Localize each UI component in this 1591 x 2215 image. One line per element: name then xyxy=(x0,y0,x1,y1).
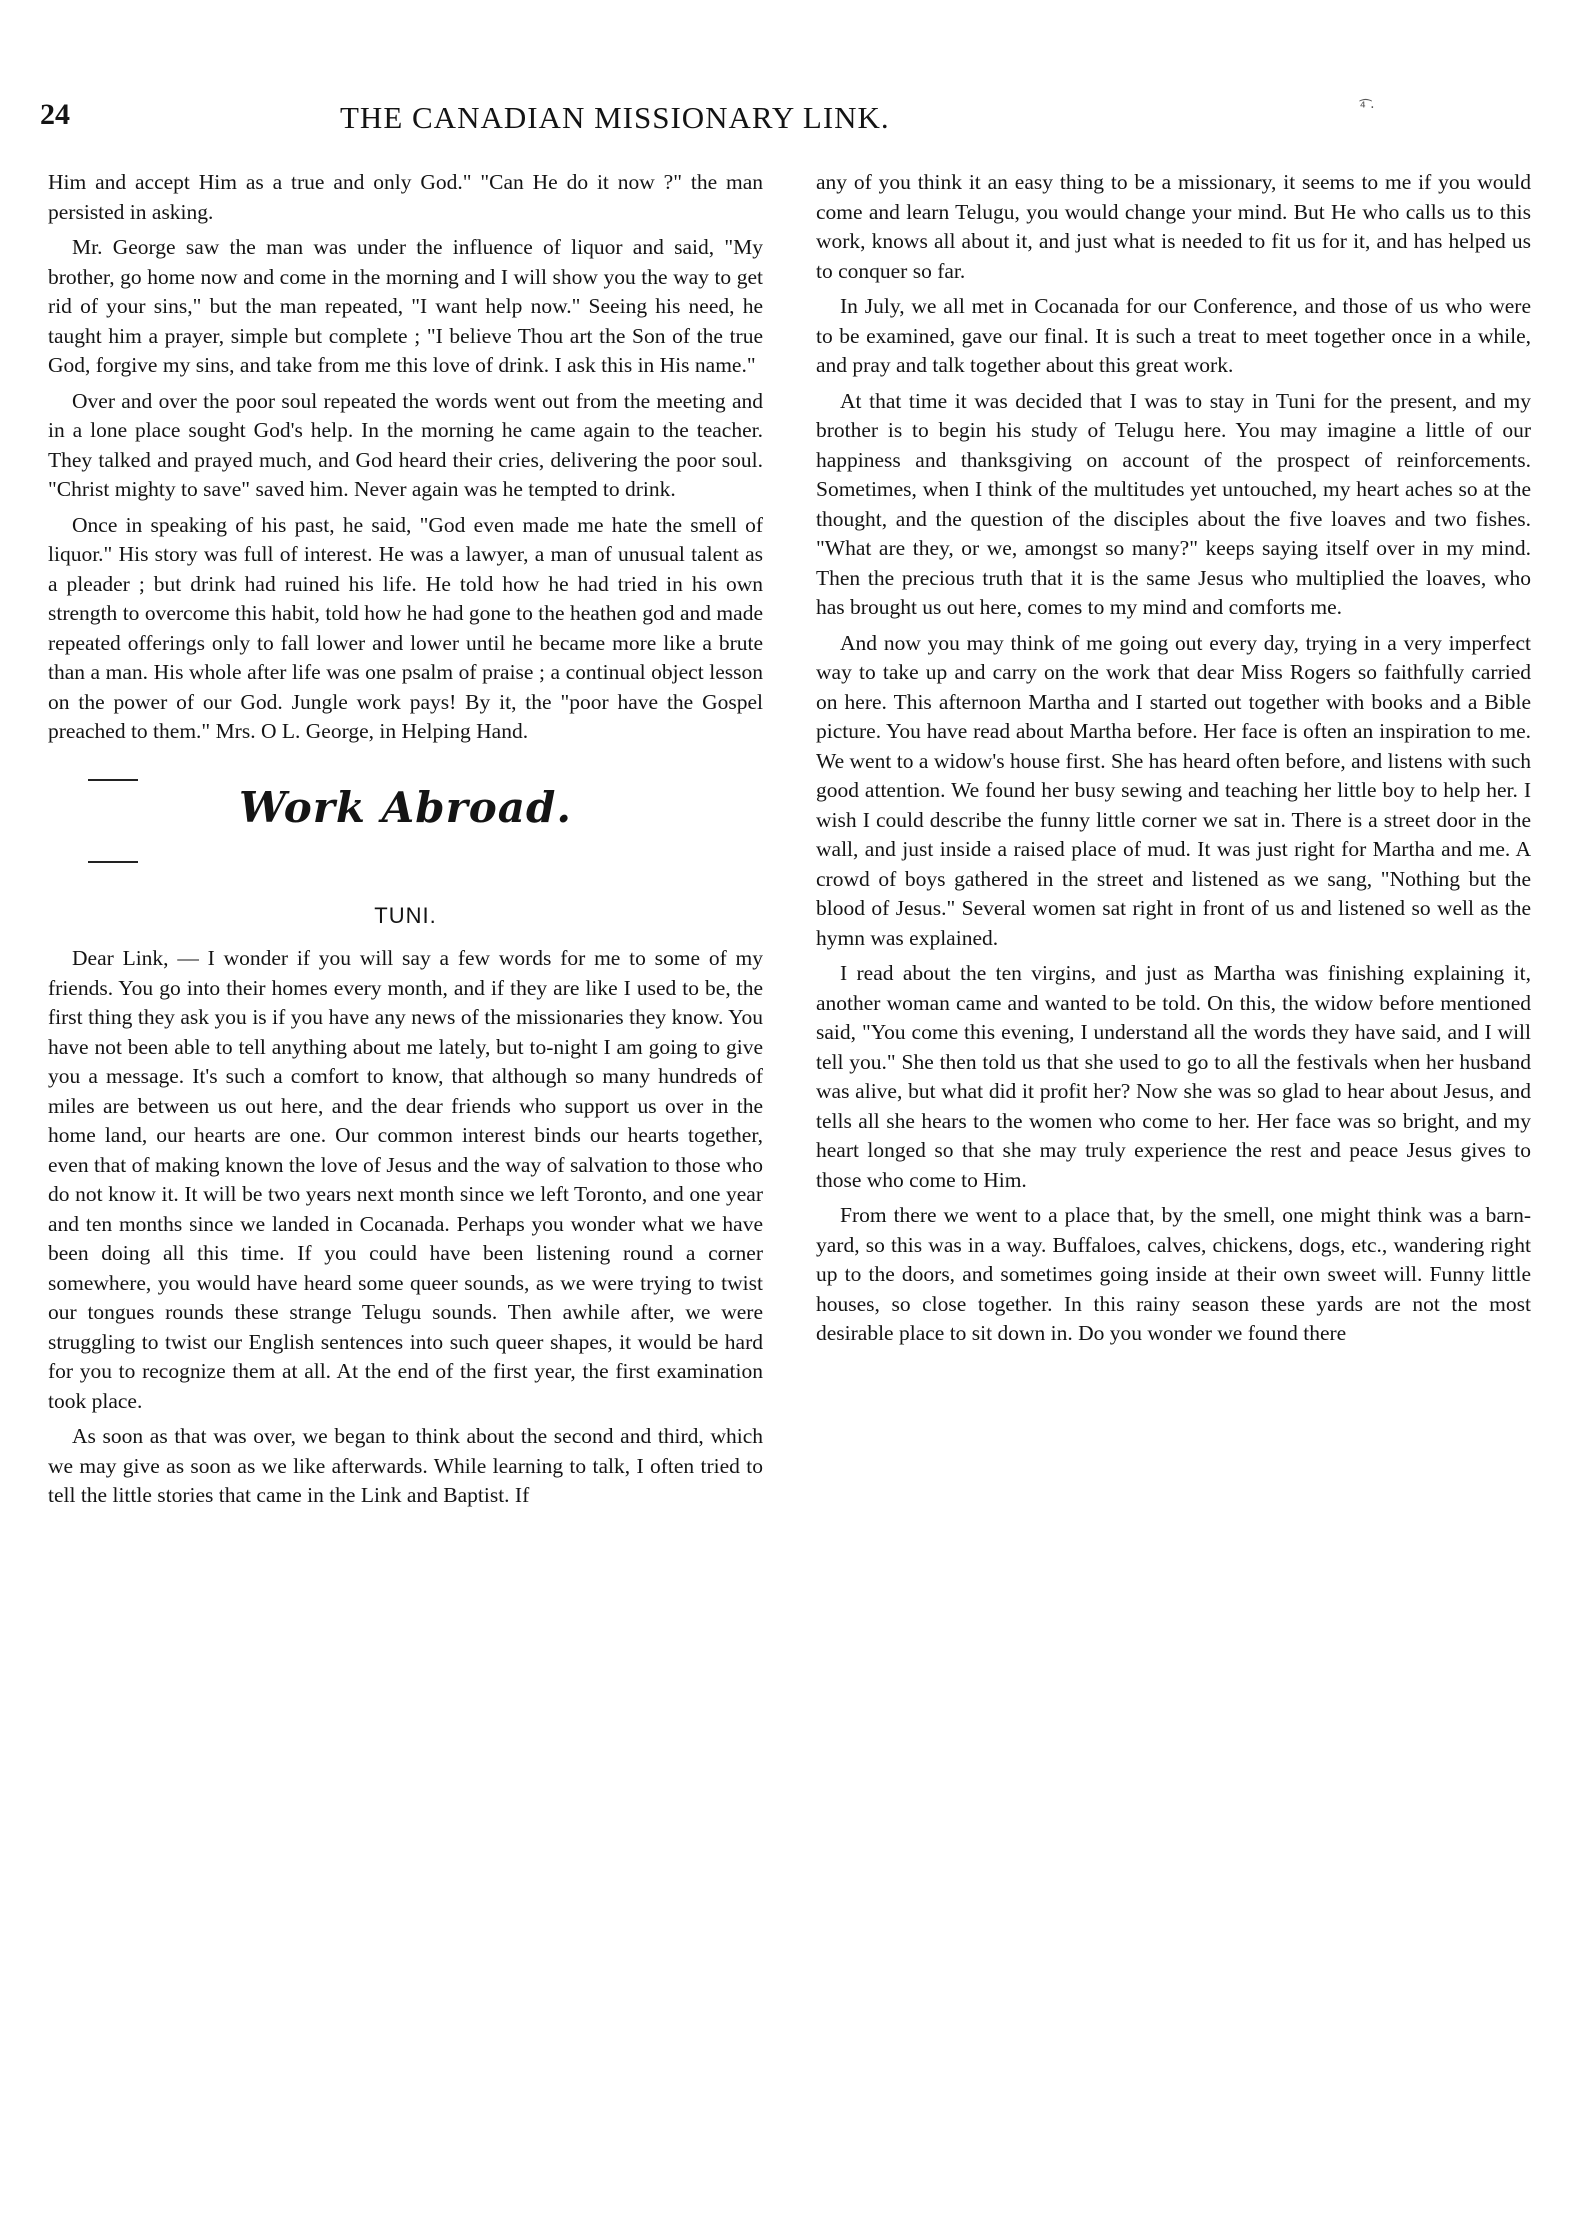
paragraph: Mr. George saw the man was under the influence of liquor and said, "My brother, go home now and come in the morning and I will show you the way to get rid of your sins," but the man repeated, "I want help now." Seeing his need, he taught him a prayer, simple but complete ; "I believe Thou art the Son of the true God, forgive my sins, and take from me this love of drink. I ask this in His name." xyxy=(48,235,763,377)
paragraph: Once in speaking of his past, he said, "God even made me hate the smell of liquor." His story was full of interest. He was a lawyer, a man of unusual talent as a pleader ; but drink had ruined his life. He told how he had tried in his own strength to overcome this habit, told how he had gone to the heathen god and made repeated offerings only to fall lower and lower until he became more like a brute than a man. His whole after life was one psalm of praise ; a continual object lesson on the power of our God. Jungle work pays! By it, the "poor have the Gospel preached to them." Mrs. O L. George, in Helping Hand. xyxy=(48,512,763,743)
left-column xyxy=(48,168,763,2128)
section-heading-block xyxy=(48,775,763,895)
page-header xyxy=(40,98,1190,138)
paragraph: In July, we all met in Cocanada for our Conference, and those of us who were to be examined, gave our final. It is such a treat to meet together once in a while, and pray and talk together about this great work. xyxy=(816,294,1531,377)
paragraph: As soon as that was over, we began to think about the second and third, which we may give as soon as we like afterwards. While learning to talk, I often tried to tell the little stories that came in the Link and Baptist. If xyxy=(48,1424,763,1507)
section-heading: Work Abroad. xyxy=(239,782,572,832)
divider xyxy=(88,779,138,781)
paragraph: I read about the ten virgins, and just as Martha was finishing explaining it, another woman came and wanted to be told. On this, the widow before mentioned said, "You come this evening, I understand all the words they have said, and I will tell you." She then told us that she used to go to all the festivals when her husband was alive, but what did it profit her? Now she was so glad to hear about Jesus, and tells all she hears to the women who come to her. Her face was so bright, and my heart longed so that she may truly experience the rest and peace Jesus gives to those who come to Him. xyxy=(816,961,1531,1192)
right-column xyxy=(816,168,1531,2128)
page-number: 24 xyxy=(40,98,70,131)
paragraph: From there we went to a place that, by the smell, one might think was a barn-yard, so this was in a way. Buffaloes, calves, chickens, dogs, etc., wandering right up to the doors, and sometimes going inside at their own sweet will. Funny little houses, so close together. In this rainy season these yards are not the most desirable place to sit down in. Do you wonder we found there xyxy=(816,1203,1531,1345)
paragraph: Dear Link, — I wonder if you will say a few words for me to some of my friends. You go into their homes every month, and if they are like I used to be, the first thing they ask you is if you have any news of the missionaries they know. You have not been able to tell anything about me lately, but to-night I am going to give you a message. It's such a comfort to know, that although so many hundreds of miles are between us out here, and the dear friends who support us over in the home land, our hearts are one. Our common interest binds our hearts together, even that of making known the love of Jesus and the way of salvation to those who do not know it. It will be two years next month since we left Toronto, and one year and ten months since we landed in Cocanada. Perhaps you wonder what we have been doing all this time. If you could have been listening round a corner somewhere, you would have heard some queer sounds, as we were trying to twist our tongues rounds these strange Telugu sounds. Then awhile after, we were struggling to twist our English sentences into such queer shapes, it would be hard for you to recognize them at all. At the end of the first year, the first examination took place. xyxy=(48,946,763,1413)
paragraph: And now you may think of me going out every day, trying in a very imperfect way to take up and carry on the work that dear Miss Rogers so faithfully carried on here. This afternoon Martha and I started out together with books and a Bible picture. You have read about Martha before. Her face is often an inspiration to me. We went to a widow's house first. She has heard often before, and listens with such good attention. We found her busy sewing and teaching her little boy to help her. I wish I could describe the funny little corner we sat in. There is a street door in the wall, and just inside a raised place of mud. It was just right for Martha and me. A crowd of boys gathered in the street and listened as we sang, "Nothing but the blood of Jesus." Several women sat right in front of us and listened so well as the hymn was explained. xyxy=(816,630,1531,950)
paragraph: At that time it was decided that I was to stay in Tuni for the present, and my brother is to begin his study of Telugu here. You may imagine a little of our happiness and thanksgiving on account of the prospect of reinforcements. Sometimes, when I think of the multitudes yet untouched, my heart aches so at the thought, and the question of the disciples about the five loaves and two fishes. "What are they, or we, amongst so many?" keeps saying itself over in my mind. Then the precious truth that it is the same Jesus who multiplied the loaves, who has brought us out here, comes to my mind and comforts me. xyxy=(816,388,1531,619)
divider xyxy=(88,861,138,863)
paragraph: any of you think it an easy thing to be a missionary, it seems to me if you would come and learn Telugu, you would change your mind. But He who calls us to this work, knows all about it, and just what is needed to fit us for it, and has helped us to conquer so far. xyxy=(816,170,1531,283)
running-title: THE CANADIAN MISSIONARY LINK. xyxy=(340,100,890,135)
paragraph: Over and over the poor soul repeated the words went out from the meeting and in a lone place sought God's help. In the morning he came again to the teacher. They talked and prayed much, and God heard their cries, delivering the poor soul. "Christ mighty to save" saved him. Never again was he tempted to drink. xyxy=(48,388,763,501)
paragraph: Him and accept Him as a true and only God." "Can He do it now ?" the man persisted in asking. xyxy=(48,170,763,224)
subheading: TUNI. xyxy=(374,902,437,928)
margin-marks: ⁴͡ · xyxy=(1360,100,1375,116)
